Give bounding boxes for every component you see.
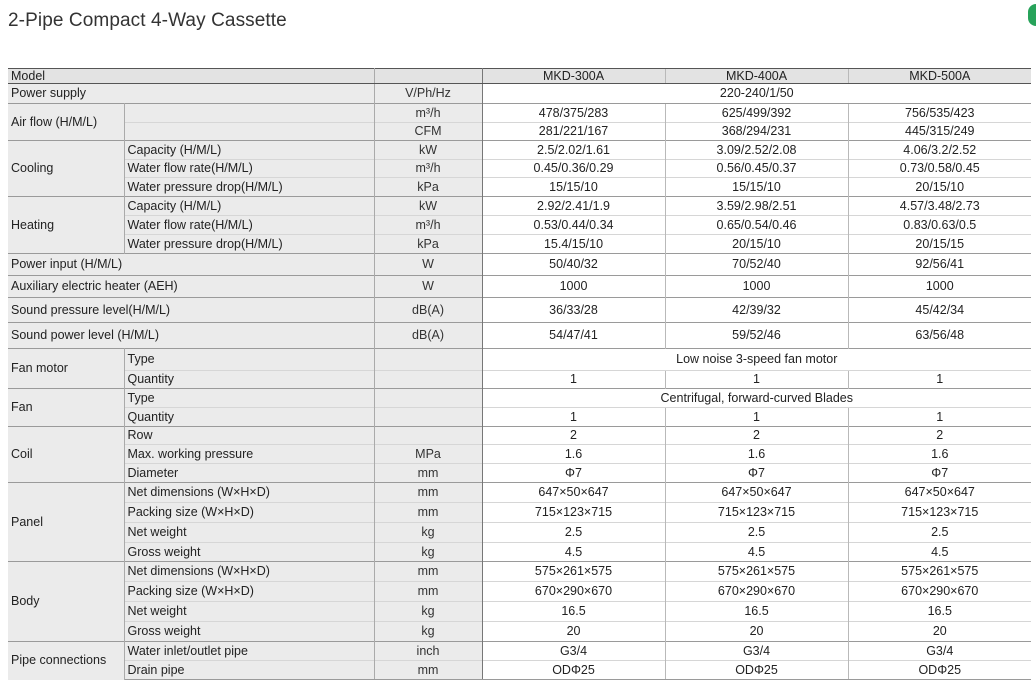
row-value-mkd-300a: 1000: [482, 276, 665, 298]
row-label-aeh: Auxiliary electric heater (AEH): [8, 276, 374, 298]
row-sublabel: Capacity (H/M/L): [124, 141, 374, 160]
row-value-mkd-400a: 715×123×715: [665, 503, 848, 523]
row-value-mkd-300a: 575×261×575: [482, 562, 665, 582]
row-unit: CFM: [374, 123, 482, 141]
row-sublabel: Quantity: [124, 371, 374, 389]
table-row: [8, 160, 1031, 178]
page-title: 2-Pipe Compact 4-Way Cassette: [8, 10, 287, 31]
group-label-fan: Fan: [8, 389, 124, 427]
group-label-coil: Coil: [8, 427, 124, 483]
row-value-mkd-400a: 368/294/231: [665, 123, 848, 141]
row-value-mkd-500a: 0.83/0.63/0.5: [848, 216, 1031, 235]
row-value-mkd-500a: 1: [848, 408, 1031, 427]
row-value-mkd-400a: 647×50×647: [665, 483, 848, 503]
table-row: [8, 661, 1031, 680]
group-label-body: Body: [8, 562, 124, 642]
row-value-mkd-500a: 715×123×715: [848, 503, 1031, 523]
row-value-mkd-400a: 625/499/392: [665, 104, 848, 123]
model-header-mkd-300a: MKD-300A: [482, 69, 665, 84]
table-row: [8, 123, 1031, 141]
row-sublabel: Net dimensions (W×H×D): [124, 483, 374, 503]
row-unit: [374, 389, 482, 408]
table-row: [8, 371, 1031, 389]
group-label-panel: Panel: [8, 483, 124, 562]
row-value-mkd-400a: 1: [665, 371, 848, 389]
row-sublabel: Net weight: [124, 602, 374, 622]
spec-table: [8, 68, 1031, 680]
row-value-mkd-300a: 2.92/2.41/1.9: [482, 197, 665, 216]
row-value-merged: Centrifugal, forward-curved Blades: [482, 389, 1031, 408]
row-unit: inch: [374, 642, 482, 661]
table-row: [8, 523, 1031, 543]
row-sublabel: Capacity (H/M/L): [124, 197, 374, 216]
row-label-power-input: Power input (H/M/L): [8, 254, 374, 276]
table-row: [8, 235, 1031, 254]
row-sublabel: Type: [124, 349, 374, 371]
row-value-mkd-500a: 756/535/423: [848, 104, 1031, 123]
row-value-mkd-500a: 4.5: [848, 543, 1031, 562]
row-value-mkd-400a: 4.5: [665, 543, 848, 562]
row-value-mkd-400a: 20/15/10: [665, 235, 848, 254]
row-value-mkd-300a: 36/33/28: [482, 298, 665, 323]
row-value-mkd-400a: 20: [665, 622, 848, 642]
row-value-mkd-500a: ODΦ25: [848, 661, 1031, 680]
row-sublabel: [124, 104, 374, 123]
row-unit: kPa: [374, 178, 482, 197]
row-sublabel: Water pressure drop(H/M/L): [124, 178, 374, 197]
row-label-power-supply: Power supply: [8, 84, 374, 104]
row-value-mkd-300a: 670×290×670: [482, 582, 665, 602]
row-value-mkd-400a: 2: [665, 427, 848, 445]
row-sublabel: Water flow rate(H/M/L): [124, 160, 374, 178]
row-value-mkd-500a: 1: [848, 371, 1031, 389]
table-row: [8, 349, 1031, 371]
group-label-cooling: Cooling: [8, 141, 124, 197]
row-value-mkd-400a: 42/39/32: [665, 298, 848, 323]
row-value-mkd-500a: 20/15/15: [848, 235, 1031, 254]
row-value-mkd-300a: 2.5: [482, 523, 665, 543]
row-sublabel: Water flow rate(H/M/L): [124, 216, 374, 235]
row-value-mkd-300a: 54/47/41: [482, 323, 665, 349]
row-value-mkd-300a: G3/4: [482, 642, 665, 661]
row-value-mkd-500a: 92/56/41: [848, 254, 1031, 276]
table-row: [8, 445, 1031, 464]
row-unit: mm: [374, 464, 482, 483]
row-unit: kg: [374, 523, 482, 543]
row-value-mkd-500a: 1.6: [848, 445, 1031, 464]
row-unit: mm: [374, 661, 482, 680]
row-value-mkd-300a: 715×123×715: [482, 503, 665, 523]
row-value-mkd-400a: 16.5: [665, 602, 848, 622]
row-unit: kg: [374, 602, 482, 622]
table-row: [8, 389, 1031, 408]
table-row: [8, 104, 1031, 123]
row-value-mkd-300a: 16.5: [482, 602, 665, 622]
row-sublabel: Water inlet/outlet pipe: [124, 642, 374, 661]
row-value-mkd-400a: 670×290×670: [665, 582, 848, 602]
row-value-mkd-500a: 63/56/48: [848, 323, 1031, 349]
table-row: [8, 323, 1031, 349]
row-unit: [374, 408, 482, 427]
row-unit: W: [374, 276, 482, 298]
row-label-model: Model: [8, 69, 374, 84]
table-row: [8, 622, 1031, 642]
row-value-mkd-400a: 575×261×575: [665, 562, 848, 582]
row-value-mkd-400a: 2.5: [665, 523, 848, 543]
row-value-mkd-400a: G3/4: [665, 642, 848, 661]
row-unit: m³/h: [374, 216, 482, 235]
row-sublabel: Drain pipe: [124, 661, 374, 680]
row-value-mkd-300a: 1: [482, 408, 665, 427]
row-value-mkd-400a: 1.6: [665, 445, 848, 464]
row-sublabel: Type: [124, 389, 374, 408]
row-value-merged: 220-240/1/50: [482, 84, 1031, 104]
row-unit: m³/h: [374, 160, 482, 178]
table-row: [8, 562, 1031, 582]
group-label-heating: Heating: [8, 197, 124, 254]
row-value-mkd-500a: Φ7: [848, 464, 1031, 483]
row-unit: mm: [374, 562, 482, 582]
row-unit: [374, 69, 482, 84]
row-value-mkd-300a: 0.45/0.36/0.29: [482, 160, 665, 178]
row-value-mkd-400a: ODΦ25: [665, 661, 848, 680]
row-unit: kg: [374, 622, 482, 642]
row-value-mkd-300a: 4.5: [482, 543, 665, 562]
row-value-mkd-500a: G3/4: [848, 642, 1031, 661]
row-unit: kPa: [374, 235, 482, 254]
row-value-mkd-500a: 20/15/10: [848, 178, 1031, 197]
row-value-mkd-300a: 2.5/2.02/1.61: [482, 141, 665, 160]
row-value-mkd-500a: 647×50×647: [848, 483, 1031, 503]
row-value-mkd-500a: 0.73/0.58/0.45: [848, 160, 1031, 178]
row-unit: [374, 349, 482, 371]
row-unit: [374, 371, 482, 389]
table-row: [8, 483, 1031, 503]
row-sublabel: Net weight: [124, 523, 374, 543]
row-value-mkd-400a: 70/52/40: [665, 254, 848, 276]
table-row: [8, 602, 1031, 622]
corner-badge: [1028, 4, 1036, 26]
row-value-mkd-300a: 20: [482, 622, 665, 642]
row-sublabel: Packing size (W×H×D): [124, 582, 374, 602]
row-value-mkd-500a: 2: [848, 427, 1031, 445]
row-sublabel: Gross weight: [124, 543, 374, 562]
row-unit: dB(A): [374, 323, 482, 349]
model-header-mkd-400a: MKD-400A: [665, 69, 848, 84]
row-value-mkd-300a: 1.6: [482, 445, 665, 464]
table-row: [8, 216, 1031, 235]
row-value-mkd-500a: 2.5: [848, 523, 1031, 543]
row-sublabel: [124, 123, 374, 141]
row-value-mkd-500a: 445/315/249: [848, 123, 1031, 141]
row-value-mkd-500a: 1000: [848, 276, 1031, 298]
row-value-mkd-300a: Φ7: [482, 464, 665, 483]
row-value-mkd-500a: 45/42/34: [848, 298, 1031, 323]
table-row: [8, 503, 1031, 523]
row-value-mkd-500a: 575×261×575: [848, 562, 1031, 582]
table-row: [8, 84, 1031, 104]
row-value-mkd-500a: 4.06/3.2/2.52: [848, 141, 1031, 160]
row-value-mkd-400a: 0.65/0.54/0.46: [665, 216, 848, 235]
row-value-mkd-300a: 281/221/167: [482, 123, 665, 141]
row-value-mkd-400a: 1: [665, 408, 848, 427]
row-label-sound-pressure: Sound pressure level(H/M/L): [8, 298, 374, 323]
row-sublabel: Max. working pressure: [124, 445, 374, 464]
row-sublabel: Water pressure drop(H/M/L): [124, 235, 374, 254]
table-row: [8, 298, 1031, 323]
row-value-merged: Low noise 3-speed fan motor: [482, 349, 1031, 371]
row-value-mkd-500a: 20: [848, 622, 1031, 642]
row-value-mkd-400a: 15/15/10: [665, 178, 848, 197]
row-value-mkd-400a: 3.59/2.98/2.51: [665, 197, 848, 216]
row-value-mkd-500a: 670×290×670: [848, 582, 1031, 602]
row-sublabel: Packing size (W×H×D): [124, 503, 374, 523]
row-unit: mm: [374, 483, 482, 503]
table-header-row: [8, 69, 1031, 84]
row-sublabel: Quantity: [124, 408, 374, 427]
table-row: [8, 178, 1031, 197]
row-unit: mm: [374, 582, 482, 602]
table-row: [8, 276, 1031, 298]
row-value-mkd-300a: 647×50×647: [482, 483, 665, 503]
row-unit: MPa: [374, 445, 482, 464]
table-row: [8, 642, 1031, 661]
table-row: [8, 197, 1031, 216]
table-row: [8, 464, 1031, 483]
table-row: [8, 141, 1031, 160]
row-unit: kW: [374, 197, 482, 216]
row-unit: kW: [374, 141, 482, 160]
row-value-mkd-300a: 15.4/15/10: [482, 235, 665, 254]
row-sublabel: Net dimensions (W×H×D): [124, 562, 374, 582]
row-unit: W: [374, 254, 482, 276]
row-unit: [374, 427, 482, 445]
row-value-mkd-300a: 478/375/283: [482, 104, 665, 123]
table-row: [8, 427, 1031, 445]
row-value-mkd-400a: 0.56/0.45/0.37: [665, 160, 848, 178]
row-value-mkd-300a: ODΦ25: [482, 661, 665, 680]
row-value-mkd-300a: 2: [482, 427, 665, 445]
row-sublabel: Gross weight: [124, 622, 374, 642]
row-value-mkd-400a: 3.09/2.52/2.08: [665, 141, 848, 160]
row-sublabel: Row: [124, 427, 374, 445]
row-label-sound-power: Sound power level (H/M/L): [8, 323, 374, 349]
row-value-mkd-400a: Φ7: [665, 464, 848, 483]
table-row: [8, 543, 1031, 562]
row-value-mkd-300a: 50/40/32: [482, 254, 665, 276]
row-value-mkd-400a: 1000: [665, 276, 848, 298]
group-label-fan-motor: Fan motor: [8, 349, 124, 389]
row-value-mkd-300a: 15/15/10: [482, 178, 665, 197]
row-value-mkd-300a: 1: [482, 371, 665, 389]
row-unit: dB(A): [374, 298, 482, 323]
row-sublabel: Diameter: [124, 464, 374, 483]
row-unit: kg: [374, 543, 482, 562]
group-label-air-flow: Air flow (H/M/L): [8, 104, 124, 141]
row-value-mkd-300a: 0.53/0.44/0.34: [482, 216, 665, 235]
row-value-mkd-400a: 59/52/46: [665, 323, 848, 349]
group-label-pipe-connections: Pipe connections: [8, 642, 124, 680]
row-unit: V/Ph/Hz: [374, 84, 482, 104]
table-row: [8, 254, 1031, 276]
row-value-mkd-500a: 16.5: [848, 602, 1031, 622]
row-unit: m³/h: [374, 104, 482, 123]
row-unit: mm: [374, 503, 482, 523]
table-row: [8, 582, 1031, 602]
model-header-mkd-500a: MKD-500A: [848, 69, 1031, 84]
table-row: [8, 408, 1031, 427]
row-value-mkd-500a: 4.57/3.48/2.73: [848, 197, 1031, 216]
